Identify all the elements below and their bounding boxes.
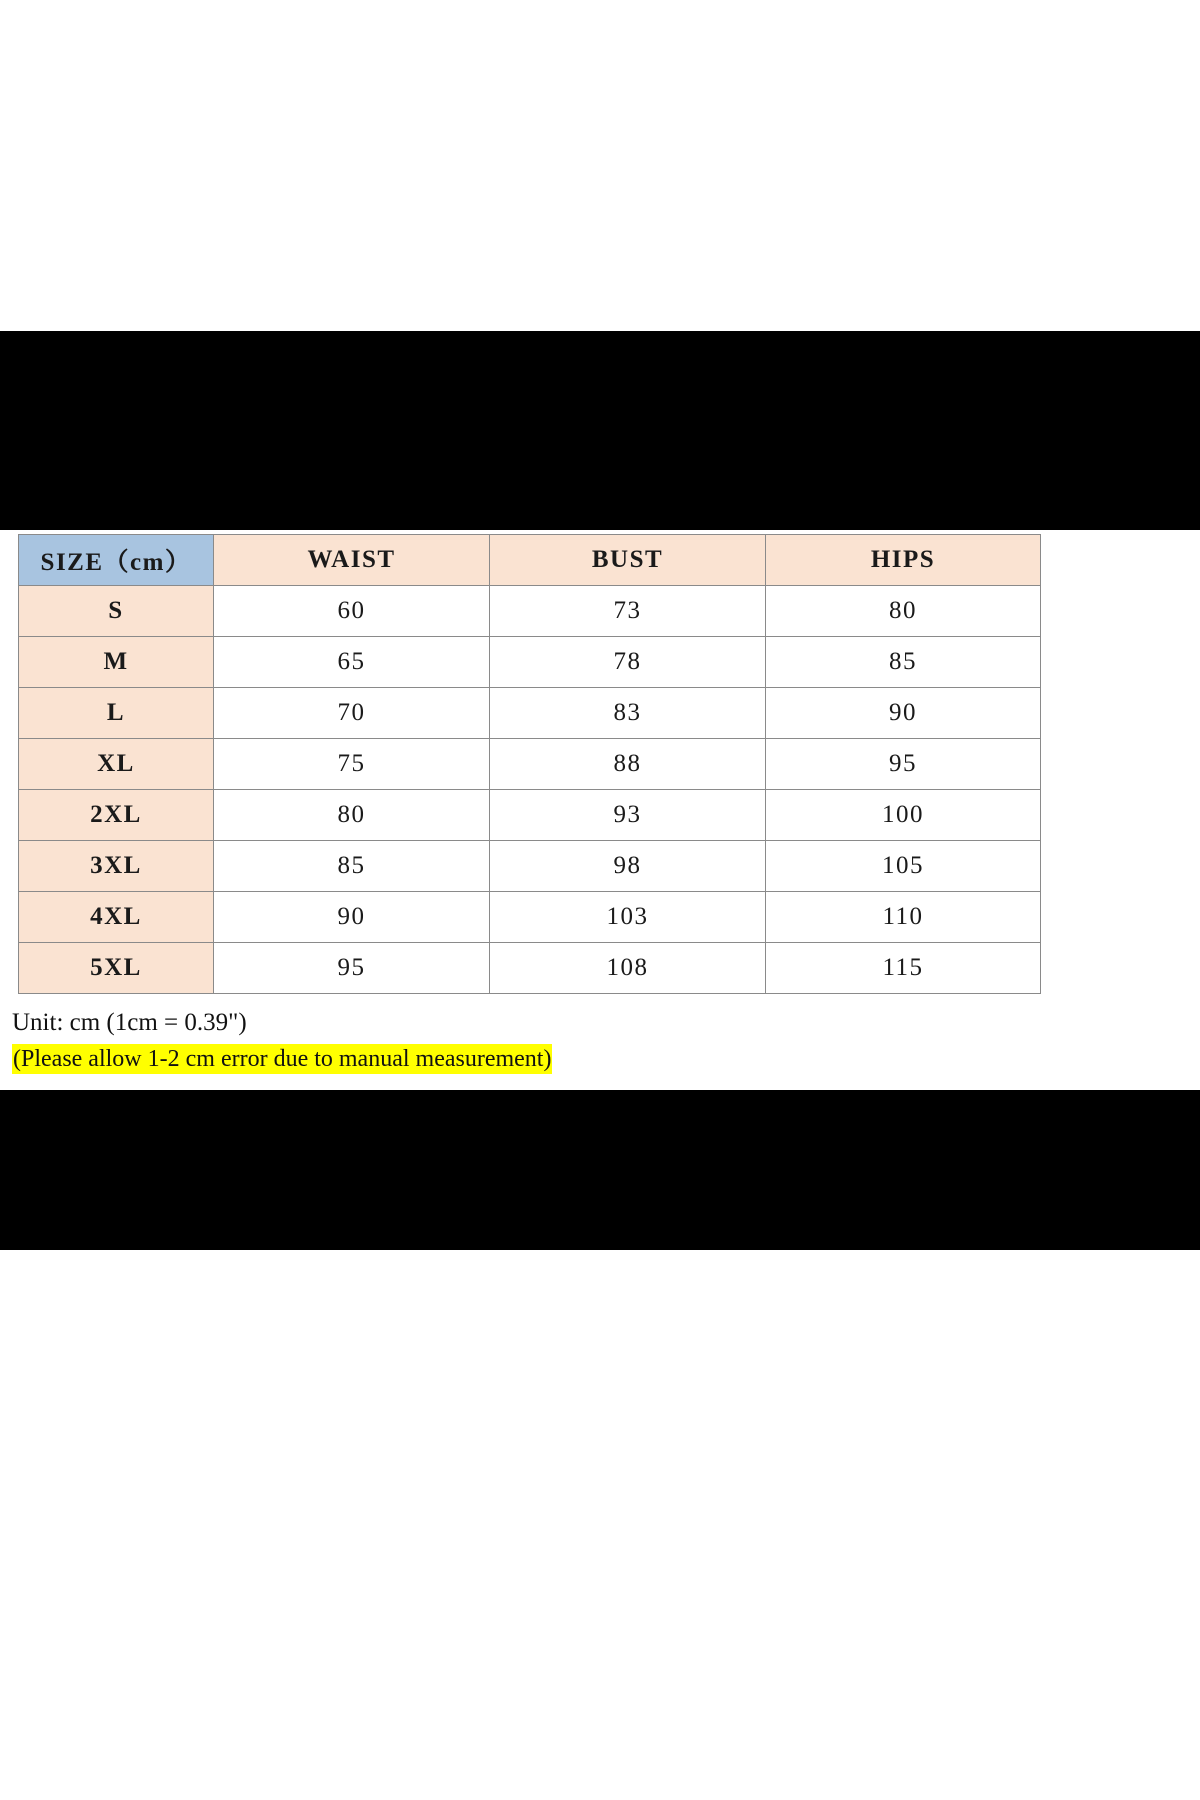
cell-hips: 105: [766, 841, 1041, 892]
table-header-row: [19, 535, 1041, 586]
cell-size: 5XL: [19, 943, 214, 994]
notes-block: [12, 1008, 1192, 1074]
cell-waist: 95: [214, 943, 490, 994]
unit-note: Unit: cm (1cm = 0.39"): [12, 1009, 247, 1036]
cell-waist: 60: [214, 586, 490, 637]
table-row: [19, 790, 1041, 841]
column-header-bust: BUST: [490, 535, 766, 586]
cell-hips: 115: [766, 943, 1041, 994]
cell-hips: 95: [766, 739, 1041, 790]
cell-bust: 93: [490, 790, 766, 841]
cell-bust: 103: [490, 892, 766, 943]
column-header-size: SIZE（cm）: [19, 535, 214, 586]
table-row: [19, 943, 1041, 994]
cell-bust: 88: [490, 739, 766, 790]
column-header-hips: HIPS: [766, 535, 1041, 586]
table-row: [19, 586, 1041, 637]
cell-waist: 70: [214, 688, 490, 739]
cell-size: 2XL: [19, 790, 214, 841]
letterbox-top: [0, 0, 1200, 331]
cell-size: 4XL: [19, 892, 214, 943]
cell-hips: 90: [766, 688, 1041, 739]
cell-bust: 83: [490, 688, 766, 739]
cell-hips: 85: [766, 637, 1041, 688]
cell-size: XL: [19, 739, 214, 790]
cell-waist: 80: [214, 790, 490, 841]
cell-waist: 75: [214, 739, 490, 790]
black-band-bottom: [0, 1090, 1200, 1250]
size-chart-table: [18, 534, 1041, 994]
cell-bust: 73: [490, 586, 766, 637]
cell-waist: 65: [214, 637, 490, 688]
cell-size: L: [19, 688, 214, 739]
cell-hips: 100: [766, 790, 1041, 841]
cell-bust: 78: [490, 637, 766, 688]
table-row: [19, 841, 1041, 892]
table-row: [19, 637, 1041, 688]
table-row: [19, 892, 1041, 943]
column-header-waist: WAIST: [214, 535, 490, 586]
black-band-top: [0, 331, 1200, 530]
cell-size: 3XL: [19, 841, 214, 892]
cell-hips: 80: [766, 586, 1041, 637]
table-row: [19, 688, 1041, 739]
table-row: [19, 739, 1041, 790]
size-chart-container: [8, 530, 1192, 1090]
measurement-disclaimer: (Please allow 1-2 cm error due to manual measurement): [13, 1046, 552, 1072]
cell-waist: 90: [214, 892, 490, 943]
cell-size: M: [19, 637, 214, 688]
cell-waist: 85: [214, 841, 490, 892]
cell-bust: 98: [490, 841, 766, 892]
cell-size: S: [19, 586, 214, 637]
cell-bust: 108: [490, 943, 766, 994]
cell-hips: 110: [766, 892, 1041, 943]
letterbox-bottom: [0, 1250, 1200, 1800]
